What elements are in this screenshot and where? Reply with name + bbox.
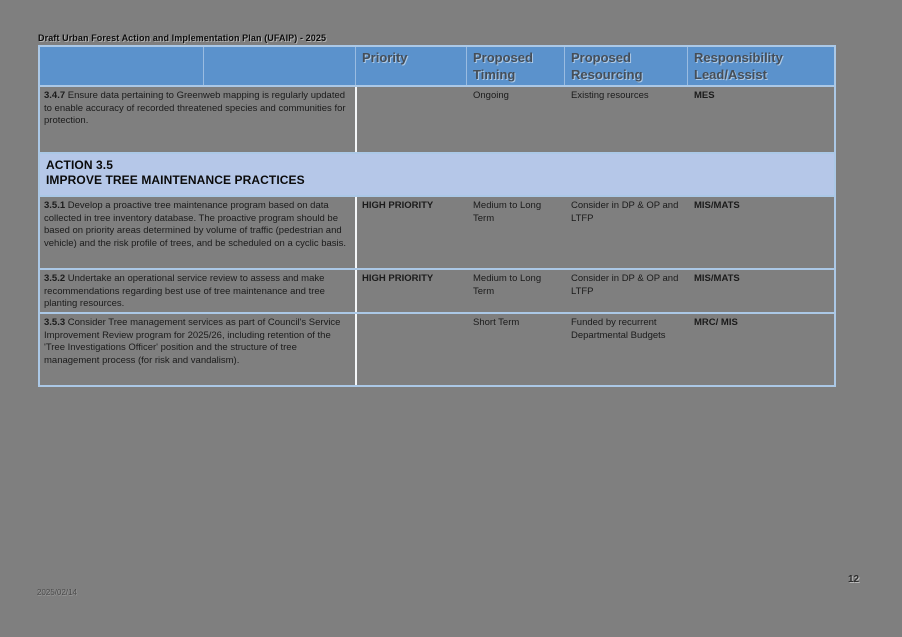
header-cell-priority: Priority	[355, 47, 466, 85]
page-number: 12	[848, 574, 860, 585]
table-header-row	[40, 47, 834, 85]
action-item-number: 3.5.2	[44, 273, 66, 284]
table-row	[40, 312, 834, 385]
cell-responsibility: MIS/MATS	[694, 273, 740, 284]
action-plan-table	[38, 45, 836, 387]
footer-date: 2025/02/14	[37, 588, 78, 597]
cell-responsibility: MIS/MATS	[694, 200, 740, 211]
header-cell-description-b	[203, 47, 355, 85]
cell-priority	[357, 87, 468, 152]
cell-timing: Medium to Long Term	[473, 200, 542, 224]
cell-timing: Short Term	[473, 317, 520, 328]
action-item-text: Ensure data pertaining to Greenweb mapping is regularly updated to enable accuracy of recorded threatened species and communities for protection.	[44, 90, 346, 126]
header-cell-responsibility: Responsibility Lead/Assist	[687, 47, 834, 85]
cell-resourcing: Funded by recurrent Departmental Budgets	[571, 317, 666, 341]
cell-timing: Ongoing	[473, 90, 509, 101]
table-row	[40, 85, 834, 152]
header-cell-proposed-timing: Proposed Timing	[466, 47, 564, 85]
action-item-text: Consider Tree management services as part of Council's Service Improvement Review program for 2025/26, including retention of the 'Tree Investigations Officer' position and the structure of tree management process (for risk and vandalism).	[44, 317, 341, 366]
cell-description	[40, 270, 357, 312]
cell-timing: Medium to Long Term	[473, 273, 542, 297]
cell-priority: HIGH PRIORITY	[362, 273, 434, 284]
cell-resourcing: Consider in DP & OP and LTFP	[571, 273, 679, 297]
action-item-text: Undertake an operational service review to assess and make recommendations regarding best use of tree maintenance and tree planting resources.	[44, 273, 325, 309]
header-cell-proposed-resourcing: Proposed Resourcing	[564, 47, 687, 85]
cell-description	[40, 87, 357, 152]
cell-description	[40, 197, 357, 268]
action-item-number: 3.5.3	[44, 317, 66, 328]
cell-responsibility: MRC/ MIS	[694, 317, 738, 328]
cell-description	[40, 314, 357, 385]
section-action-number: ACTION 3.5	[46, 158, 114, 172]
cell-resourcing: Consider in DP & OP and LTFP	[571, 200, 679, 224]
table-row	[40, 268, 834, 312]
action-item-text: Develop a proactive tree maintenance program based on data collected in tree inventory database. The proactive program should be based on priority areas determined by volume of traffic (pedestrian and vehicle) and the risk profile of trees, and be scheduled on a cyclic basis.	[44, 200, 347, 249]
header-cell-description-a	[40, 47, 203, 85]
table-row	[40, 195, 834, 268]
section-action-title: IMPROVE TREE MAINTENANCE PRACTICES	[46, 173, 305, 187]
action-item-number: 3.5.1	[44, 200, 66, 211]
cell-priority: HIGH PRIORITY	[362, 200, 434, 211]
cell-responsibility: MES	[694, 90, 715, 101]
document-title: Draft Urban Forest Action and Implementation Plan (UFAIP) - 2025	[38, 33, 327, 43]
action-item-number: 3.4.7	[44, 90, 66, 101]
cell-priority	[357, 314, 468, 385]
section-header-row	[40, 152, 834, 195]
cell-resourcing: Existing resources	[571, 90, 649, 101]
